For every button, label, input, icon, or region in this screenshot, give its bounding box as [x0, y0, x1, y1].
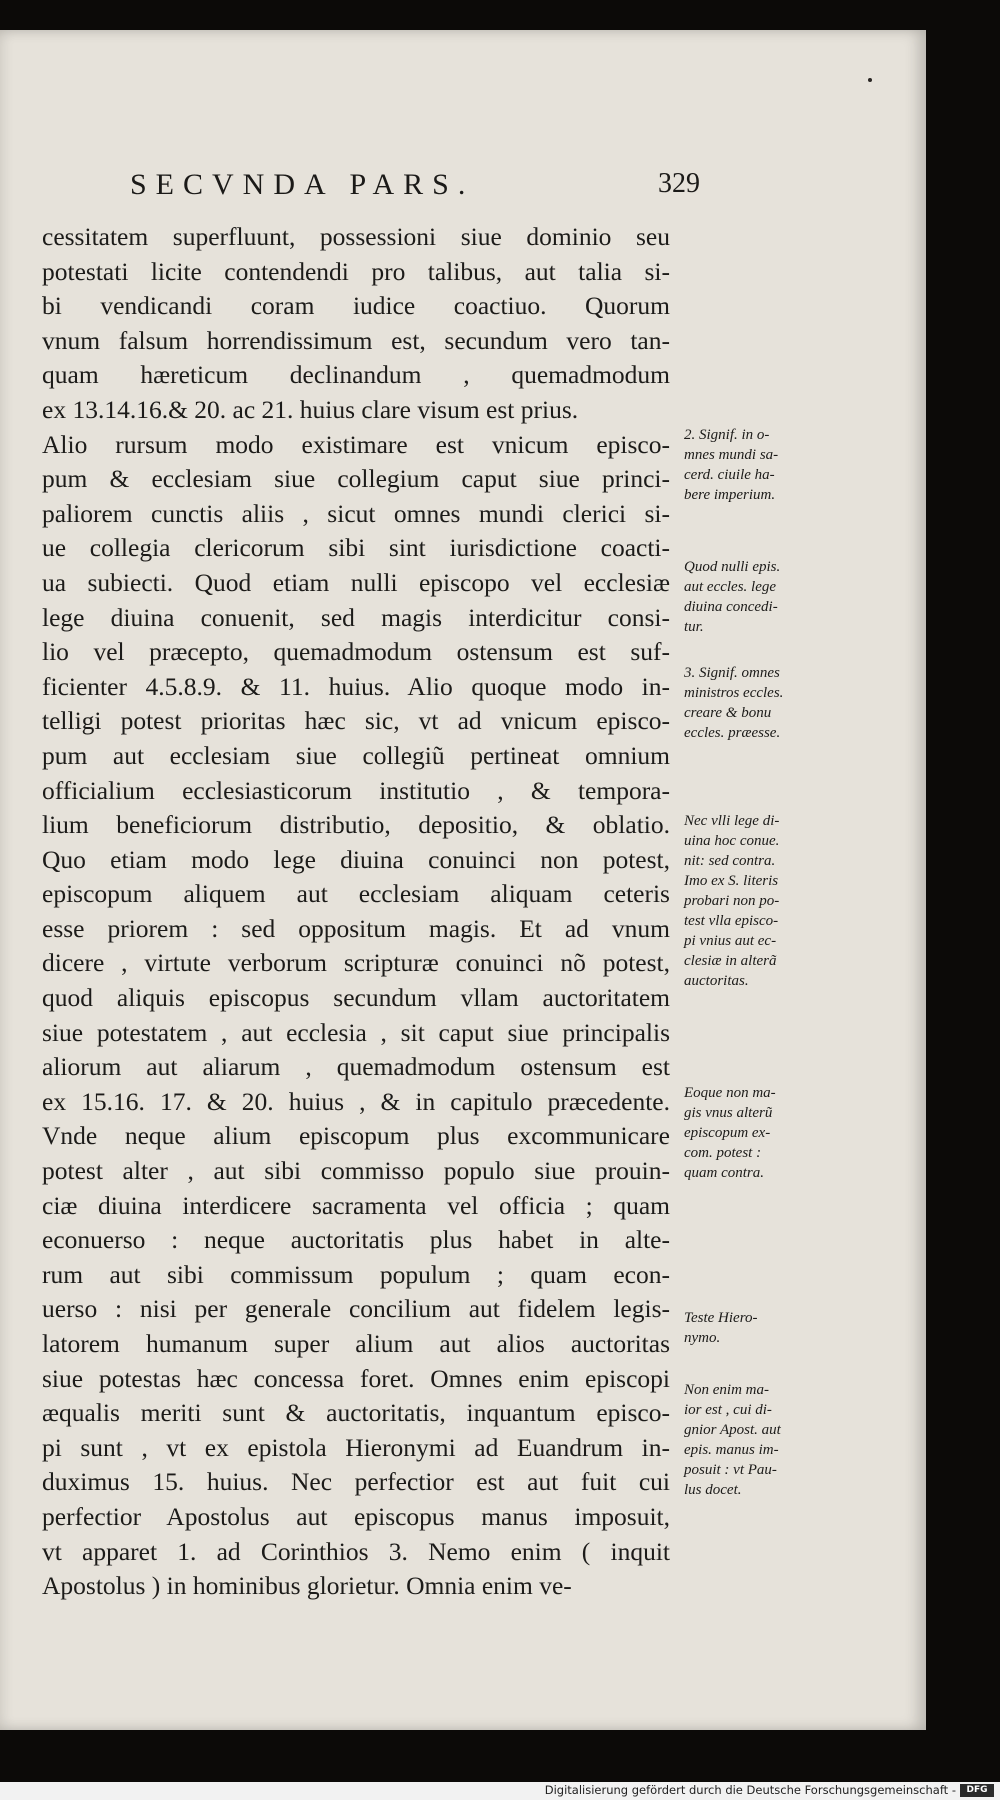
dfg-logo: DFG: [960, 1784, 994, 1797]
text-line: ex 13.14.16.& 20. ac 21. huius clare visum est prius.: [42, 394, 579, 424]
marginal-note-line: Eoque non ma-: [684, 1085, 776, 1101]
text-line: perfectior Apostolus aut episcopus manus imposuit,: [42, 1501, 670, 1531]
text-line: episcopum aliquem aut ecclesiam aliquam ceteris: [42, 879, 670, 909]
marginal-note-line: gnior Apost. aut: [684, 1422, 781, 1438]
marginal-note-2: [684, 557, 854, 637]
marginal-note-line: test vlla episco-: [684, 913, 779, 929]
text-line: potest alter , aut sibi commisso populo siue prouin-: [42, 1156, 670, 1186]
text-line: latorem humanum super alium aut alios auctoritas: [42, 1329, 670, 1358]
marginal-note-line: Non enim ma-: [684, 1382, 769, 1398]
text-line: cessitatem superfluunt, possessioni siue dominio seu: [42, 222, 670, 251]
marginal-note-6: [684, 1308, 854, 1348]
marginal-note-line: auctoritas.: [684, 973, 749, 989]
text-line: vt apparet 1. ad Corinthios 3. Nemo enim ( inquit: [42, 1536, 670, 1566]
marginal-note-line: clesiæ in alterã: [684, 953, 777, 969]
marginal-note-line: diuina concedi-: [684, 599, 778, 615]
marginal-note-line: com. potest :: [684, 1145, 762, 1161]
marginal-note-line: quam contra.: [684, 1165, 764, 1181]
marginal-note-5: [684, 1083, 854, 1183]
text-line: Apostolus ) in hominibus glorietur. Omnia enim ve-: [42, 1571, 572, 1601]
page-number: 329: [658, 168, 700, 199]
text-line: Vnde neque alium episcopum plus excommunicare: [42, 1121, 670, 1151]
text-line: esse priorem : sed oppositum magis. Et ad vnum: [42, 913, 670, 943]
marginal-note-line: 2. Signif. in o-: [684, 427, 770, 443]
text-line: rum aut sibi commissum populum ; quam econ-: [42, 1259, 670, 1289]
main-text-block: [42, 220, 670, 1604]
marginal-note-line: lus docet.: [684, 1482, 742, 1498]
text-line: vnum falsum horrendissimum est, secundum vero tan-: [42, 325, 670, 355]
text-line: lio vel præcepto, quemadmodum ostensum est suf-: [42, 637, 670, 667]
text-line: ex 15.16. 17. & 20. huius , & in capitulo præcedente.: [42, 1086, 670, 1116]
text-line: lium beneficiorum distributio, depositio, & oblatio.: [42, 810, 670, 840]
marginal-note-line: creare & bonu: [684, 705, 772, 721]
marginal-note-line: Imo ex S. literis: [684, 873, 779, 889]
text-line: pum & ecclesiam siue collegium caput siue princi-: [42, 464, 670, 494]
marginal-note-line: tur.: [684, 619, 704, 635]
marginal-note-line: Quod nulli epis.: [684, 559, 781, 575]
text-line: æqualis meriti sunt & auctoritatis, inquantum episco-: [42, 1398, 670, 1428]
text-line: Quo etiam modo lege diuina conuinci non potest,: [42, 844, 670, 874]
page-header: [130, 168, 700, 208]
ink-spot: [868, 78, 872, 82]
marginal-note-line: nymo.: [684, 1330, 721, 1346]
marginal-note-line: 3. Signif. omnes: [684, 665, 780, 681]
marginal-note-line: pi vnius aut ec-: [684, 933, 777, 949]
marginal-note-line: cerd. ciuile ha-: [684, 467, 775, 483]
marginal-note-3: [684, 663, 854, 743]
marginal-note-line: Teste Hiero-: [684, 1310, 758, 1326]
text-line: duximus 15. huius. Nec perfectior est aut fuit cui: [42, 1467, 670, 1497]
marginal-note-4: [684, 811, 854, 991]
marginal-note-line: posuit : vt Pau-: [684, 1462, 777, 1478]
text-line: ue collegia clericorum sibi sint iurisdictione coacti-: [42, 533, 670, 563]
marginal-note-line: Nec vlli lege di-: [684, 813, 780, 829]
text-line: quod aliquis episcopus secundum vllam auctoritatem: [42, 983, 670, 1013]
text-line: lege diuina conuenit, sed magis interdicitur consi-: [42, 602, 670, 632]
text-line: siue potestatem , aut ecclesia , sit caput siue principalis: [42, 1017, 670, 1047]
marginal-note-line: epis. manus im-: [684, 1442, 779, 1458]
marginal-note-line: aut eccles. lege: [684, 579, 777, 595]
text-line: aliorum aut aliarum , quemadmodum ostensum est: [42, 1052, 670, 1082]
running-head: SECVNDA PARS.: [130, 168, 475, 201]
text-line: ciæ diuina interdicere sacramenta vel officia ; quam: [42, 1190, 670, 1220]
text-line: uerso : nisi per generale concilium aut fidelem legis-: [42, 1294, 670, 1324]
marginal-note-line: eccles. præesse.: [684, 725, 781, 741]
marginal-note-line: mnes mundi sa-: [684, 447, 779, 463]
text-line: paliorem cunctis aliis , sicut omnes mundi clerici si-: [42, 498, 670, 528]
text-line: dicere , virtute verborum scripturæ conuinci nõ potest,: [42, 948, 670, 978]
text-line: officialium ecclesiasticorum institutio , & tempora-: [42, 775, 670, 805]
text-line: ua subiecti. Quod etiam nulli episcopo vel ecclesiæ: [42, 567, 670, 597]
marginal-note-line: ior est , cui di-: [684, 1402, 772, 1418]
text-line: bi vendicandi coram iudice coactiuo. Quorum: [42, 291, 670, 321]
text-line: quam hæreticum declinandum , quemadmodum: [42, 360, 670, 390]
marginal-note-7: [684, 1380, 854, 1500]
marginal-note-line: episcopum ex-: [684, 1125, 771, 1141]
text-line: potestati licite contendendi pro talibus, aut talia si-: [42, 256, 670, 286]
marginal-note-line: nit: sed contra.: [684, 853, 776, 869]
text-line: econuerso : neque auctoritatis plus habet in alte-: [42, 1225, 670, 1255]
footer-strip: [0, 1782, 1000, 1800]
marginal-note-line: probari non po-: [684, 893, 780, 909]
text-line: siue potestas hæc concessa foret. Omnes enim episcopi: [42, 1363, 670, 1393]
text-line: pum aut ecclesiam siue collegiũ pertineat omnium: [42, 740, 670, 770]
book-page: [0, 30, 926, 1730]
text-line: pi sunt , vt ex epistola Hieronymi ad Euandrum in-: [42, 1432, 670, 1462]
text-line: Alio rursum modo existimare est vnicum episco-: [42, 429, 670, 459]
marginal-note-1: [684, 425, 854, 505]
marginal-note-line: uina hoc conue.: [684, 833, 780, 849]
text-line: telligi potest prioritas hæc sic, vt ad vnicum episco-: [42, 706, 670, 736]
marginal-note-line: bere imperium.: [684, 487, 776, 503]
marginal-note-line: ministros eccles.: [684, 685, 784, 701]
footer-credit: Digitalisierung gefördert durch die Deutsche Forschungsgemeinschaft -: [544, 1783, 956, 1797]
marginal-note-line: gis vnus alterũ: [684, 1105, 773, 1121]
text-line: ficienter 4.5.8.9. & 11. huius. Alio quoque modo in-: [42, 671, 670, 701]
